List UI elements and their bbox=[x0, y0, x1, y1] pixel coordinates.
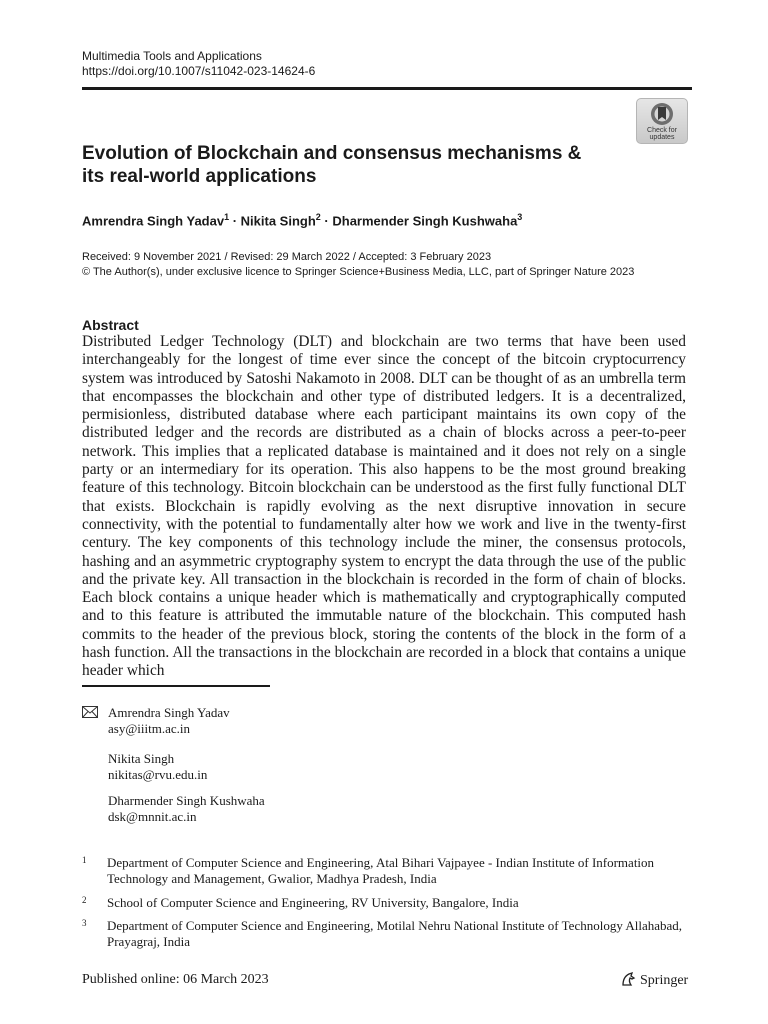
title-line-2: its real-world applications bbox=[82, 166, 317, 187]
author-affiliation-mark: 1 bbox=[224, 212, 230, 222]
header-rule bbox=[82, 87, 692, 90]
badge-label-line1: Check for bbox=[647, 127, 677, 134]
author-name: Nikita Singh bbox=[240, 213, 316, 229]
footnote-rule bbox=[82, 685, 270, 687]
badge-label-line2: updates bbox=[649, 134, 675, 141]
author-list bbox=[82, 212, 522, 228]
contact-entry bbox=[108, 751, 207, 782]
author-affiliation-mark: 3 bbox=[517, 212, 523, 222]
contact-name: Nikita Singh bbox=[108, 751, 175, 766]
affiliation-number: 3 bbox=[82, 918, 87, 928]
author-separator: · bbox=[229, 213, 241, 229]
contact-email[interactable]: asy@iiitm.ac.in bbox=[108, 720, 191, 736]
author-separator: · bbox=[320, 213, 333, 229]
publisher-name: Springer bbox=[640, 973, 689, 988]
check-for-updates-badge[interactable] bbox=[636, 98, 688, 144]
abstract-body: Distributed Ledger Technology (DLT) and blockchain are two terms that have been used interchangeably for the longest of time ever since the concept of the bitcoin cryptocurrency system was introduced by Satoshi Nakamoto in 2008. DLT can be thought of as an umbrella term that encompasses the blockchain and other type of distributed ledgers. It is a decentralized, permisionless, distributed database where each participant maintains its own copy of the distributed ledger and the records are distributed as a chain of blocks across a peer-to-peer network. This implies that a replicated database is maintained and it does not rely on a single party or an intermediary for its operation. This also happens to be the most ground breaking feature of this technology. Bitcoin blockchain can be understood as the first fully functional DLT that exists. Blockchain is rapidly evolving as the next disruptive innovation in secure connectivity, with the potential to fundamentally alter how we work and live in the twenty-first century. The key components of this technology include the miner, the consensus protocols, hashing and an asymmetric cryptography system to encrypt the data through the use of the public and the private key. All transaction in the blockchain is recorded in the form of chain of blocks. Each block contains a unique header which is mathematically and cryptographically computed and to this feature is attributed the immutable nature of the blockchain. This computed hash commits to the header of the previous block, storing the contents of the block in the form of a hash function. All the transactions in the blockchain are recorded in a block that contains a unique header which bbox=[82, 333, 686, 680]
publisher-logo bbox=[620, 971, 688, 989]
journal-name: Multimedia Tools and Applications bbox=[82, 49, 262, 63]
contact-entry bbox=[108, 793, 265, 824]
contact-name: Dharmender Singh Kushwaha bbox=[108, 793, 265, 808]
bookmark-icon bbox=[649, 102, 675, 126]
affiliation-text: Department of Computer Science and Engineering, Atal Bihari Vajpayee - Indian Institute of Information Technology and Management, Gwalior, Madhya Pradesh, India bbox=[107, 855, 655, 886]
affiliation-number: 2 bbox=[82, 895, 87, 905]
publication-history bbox=[82, 250, 634, 280]
journal-header bbox=[82, 49, 315, 79]
title-line-1: Evolution of Blockchain and consensus mechanisms & bbox=[82, 143, 582, 164]
published-online-date: Published online: 06 March 2023 bbox=[82, 972, 269, 987]
springer-horse-icon bbox=[620, 971, 636, 987]
author-name: Amrendra Singh Yadav bbox=[82, 213, 225, 229]
badge-label bbox=[637, 127, 687, 141]
affiliation-number: 1 bbox=[82, 855, 87, 865]
affiliation-item bbox=[82, 918, 688, 949]
affiliation-item bbox=[82, 895, 688, 911]
contact-email[interactable]: nikitas@rvu.edu.in bbox=[108, 766, 208, 782]
contact-name: Amrendra Singh Yadav bbox=[108, 705, 230, 720]
contact-email[interactable]: dsk@mnnit.ac.in bbox=[108, 808, 197, 824]
copyright-line: © The Author(s), under exclusive licence to Springer Science+Business Media, LLC, part of Springer Nature 2023 bbox=[82, 266, 635, 278]
contact-entry bbox=[108, 705, 230, 736]
abstract-heading: Abstract bbox=[82, 317, 139, 333]
envelope-icon bbox=[82, 706, 98, 718]
doi-link[interactable]: https://doi.org/10.1007/s11042-023-14624-6 bbox=[82, 64, 316, 78]
author-name: Dharmender Singh Kushwaha bbox=[332, 213, 518, 229]
affiliation-item bbox=[82, 855, 688, 886]
paper-title bbox=[82, 142, 602, 188]
history-dates: Received: 9 November 2021 / Revised: 29 March 2022 / Accepted: 3 February 2023 bbox=[82, 251, 492, 263]
author-affiliation-mark: 2 bbox=[315, 212, 321, 222]
affiliation-text: Department of Computer Science and Engineering, Motilal Nehru National Institute of Technology Allahabad, Prayagraj, India bbox=[107, 918, 683, 949]
affiliation-text: School of Computer Science and Engineering, RV University, Bangalore, India bbox=[107, 895, 519, 910]
